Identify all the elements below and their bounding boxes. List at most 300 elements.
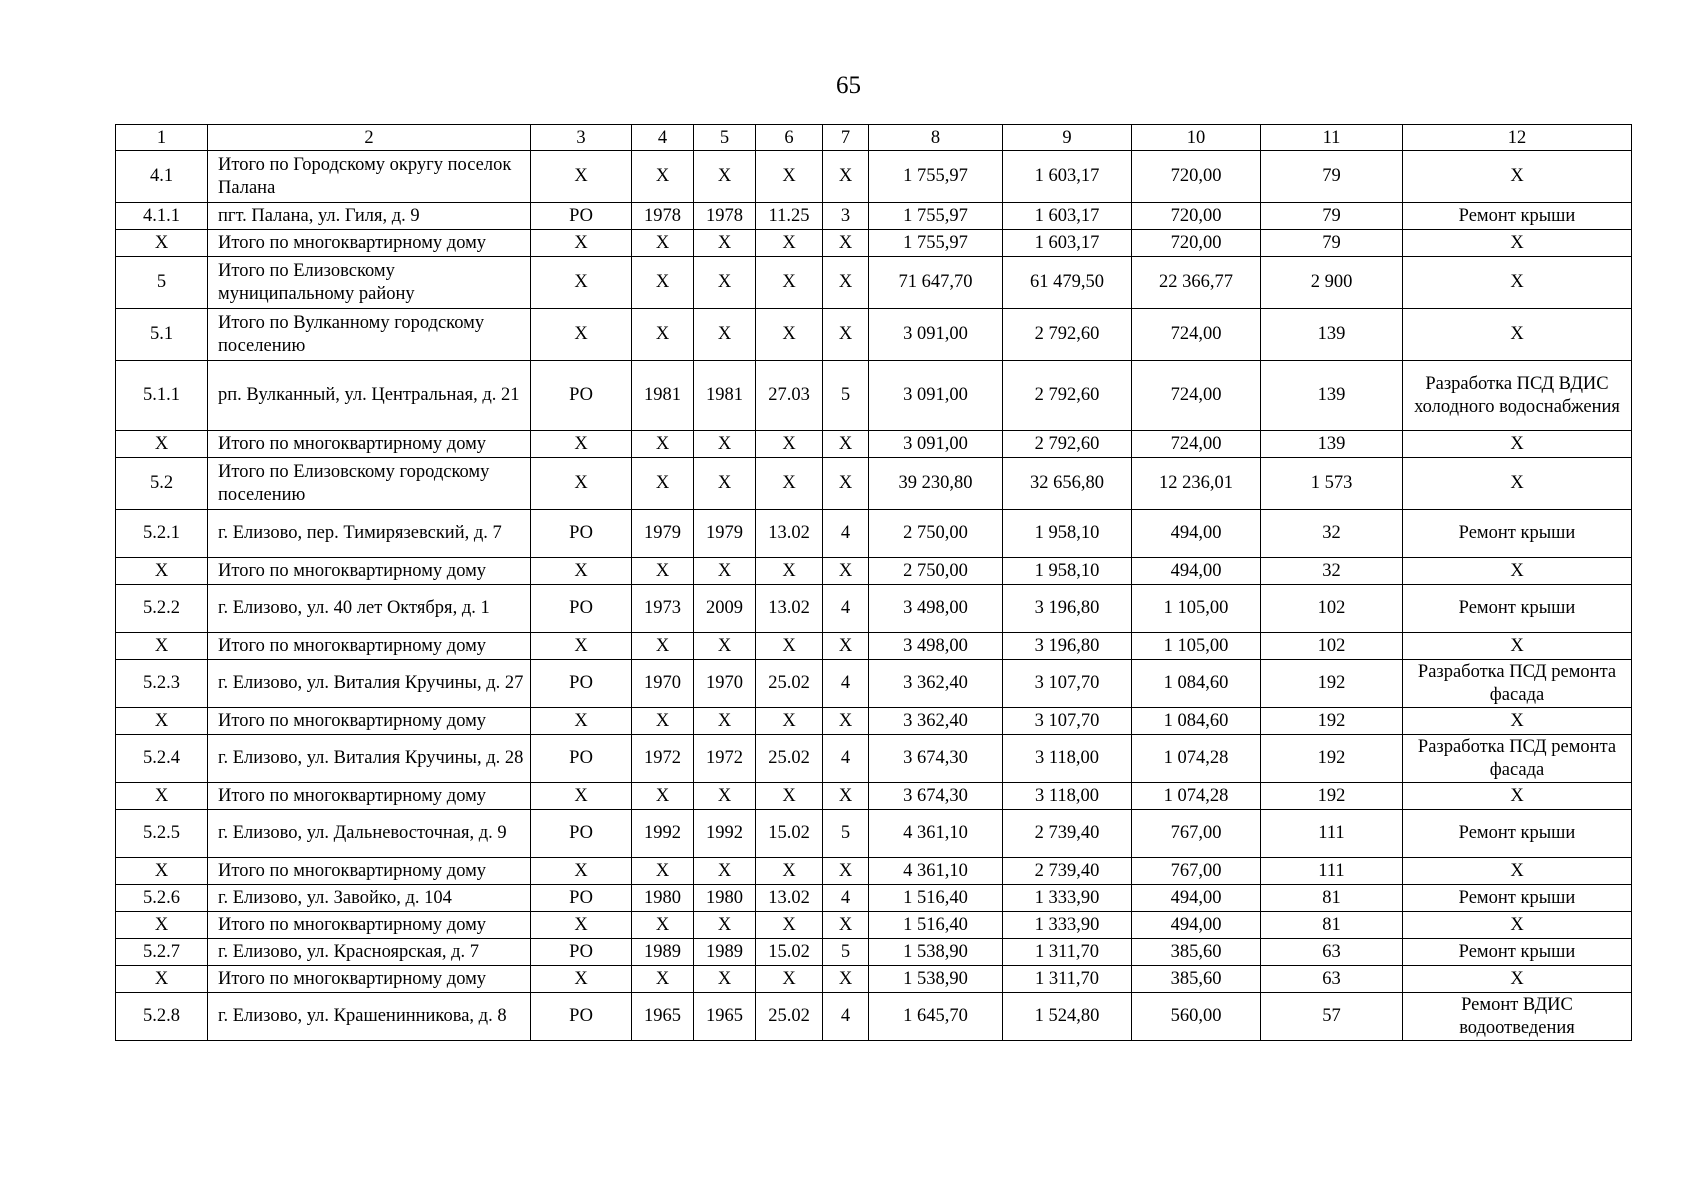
floors-cell: 5	[823, 361, 869, 431]
total-area-cell: 3 091,00	[869, 431, 1003, 458]
floors-cell: 4	[823, 735, 869, 783]
residents-cell: 79	[1261, 151, 1403, 203]
living-area-cell: 1 524,80	[1003, 993, 1132, 1041]
residents-cell: 32	[1261, 558, 1403, 585]
floors-cell: X	[823, 431, 869, 458]
living-area-cell: 32 656,80	[1003, 458, 1132, 510]
column-number-cell: 4	[632, 125, 694, 151]
date-cell: X	[756, 858, 823, 885]
column-number-cell: 7	[823, 125, 869, 151]
living-area-cell: 2 739,40	[1003, 858, 1132, 885]
year-reconstructed-cell: X	[694, 458, 756, 510]
residents-cell: 63	[1261, 966, 1403, 993]
year-reconstructed-cell: 2009	[694, 585, 756, 633]
total-area-cell: 1 538,90	[869, 966, 1003, 993]
residents-cell: 192	[1261, 783, 1403, 810]
address-cell: Итого по многоквартирному дому	[208, 783, 531, 810]
total-area-cell: 71 647,70	[869, 257, 1003, 309]
table-row	[116, 858, 1632, 885]
date-cell: X	[756, 708, 823, 735]
address-cell: г. Елизово, ул. Дальневосточная, д. 9	[208, 810, 531, 858]
living-area-cell: 3 107,70	[1003, 660, 1132, 708]
table-row	[116, 708, 1632, 735]
ownership-cell: РО	[531, 993, 632, 1041]
table-row	[116, 203, 1632, 230]
address-cell: Итого по многоквартирному дому	[208, 912, 531, 939]
date-cell: 15.02	[756, 810, 823, 858]
year-reconstructed-cell: X	[694, 708, 756, 735]
area-cell: 1 074,28	[1132, 735, 1261, 783]
area-cell: 22 366,77	[1132, 257, 1261, 309]
total-area-cell: 1 538,90	[869, 939, 1003, 966]
row-number-cell: 5.2.1	[116, 510, 208, 558]
year-built-cell: X	[632, 151, 694, 203]
address-cell: Итого по Елизовскому муниципальному району	[208, 257, 531, 309]
floors-cell: 5	[823, 810, 869, 858]
work-type-cell: X	[1403, 966, 1632, 993]
address-cell: г. Елизово, ул. Виталия Кручины, д. 27	[208, 660, 531, 708]
ownership-cell: РО	[531, 885, 632, 912]
date-cell: 27.03	[756, 361, 823, 431]
total-area-cell: 3 498,00	[869, 585, 1003, 633]
ownership-cell: X	[531, 783, 632, 810]
work-type-cell: Ремонт крыши	[1403, 810, 1632, 858]
row-number-cell: 4.1	[116, 151, 208, 203]
living-area-cell: 1 958,10	[1003, 510, 1132, 558]
table-row	[116, 966, 1632, 993]
residents-cell: 192	[1261, 660, 1403, 708]
floors-cell: 4	[823, 510, 869, 558]
year-built-cell: 1989	[632, 939, 694, 966]
year-built-cell: X	[632, 309, 694, 361]
area-cell: 720,00	[1132, 151, 1261, 203]
date-cell: 13.02	[756, 585, 823, 633]
ownership-cell: РО	[531, 735, 632, 783]
year-built-cell: 1992	[632, 810, 694, 858]
table-row	[116, 783, 1632, 810]
total-area-cell: 3 091,00	[869, 309, 1003, 361]
row-number-cell: X	[116, 633, 208, 660]
residents-cell: 102	[1261, 585, 1403, 633]
floors-cell: X	[823, 966, 869, 993]
area-cell: 560,00	[1132, 993, 1261, 1041]
year-built-cell: X	[632, 431, 694, 458]
area-cell: 767,00	[1132, 858, 1261, 885]
date-cell: X	[756, 966, 823, 993]
work-type-cell: X	[1403, 431, 1632, 458]
year-reconstructed-cell: 1970	[694, 660, 756, 708]
row-number-cell: 5.2.3	[116, 660, 208, 708]
row-number-cell: X	[116, 230, 208, 257]
year-reconstructed-cell: X	[694, 558, 756, 585]
date-cell: 11.25	[756, 203, 823, 230]
table-row	[116, 633, 1632, 660]
year-reconstructed-cell: 1979	[694, 510, 756, 558]
total-area-cell: 3 674,30	[869, 783, 1003, 810]
row-number-cell: 4.1.1	[116, 203, 208, 230]
living-area-cell: 1 311,70	[1003, 939, 1132, 966]
year-built-cell: X	[632, 912, 694, 939]
year-reconstructed-cell: 1978	[694, 203, 756, 230]
area-cell: 767,00	[1132, 810, 1261, 858]
year-reconstructed-cell: X	[694, 633, 756, 660]
year-built-cell: X	[632, 633, 694, 660]
year-built-cell: X	[632, 858, 694, 885]
living-area-cell: 3 107,70	[1003, 708, 1132, 735]
date-cell: 13.02	[756, 885, 823, 912]
address-cell: г. Елизово, ул. Завойко, д. 104	[208, 885, 531, 912]
date-cell: X	[756, 633, 823, 660]
floors-cell: 4	[823, 993, 869, 1041]
column-number-row	[116, 125, 1632, 151]
living-area-cell: 2 739,40	[1003, 810, 1132, 858]
living-area-cell: 1 311,70	[1003, 966, 1132, 993]
area-cell: 720,00	[1132, 203, 1261, 230]
floors-cell: X	[823, 151, 869, 203]
address-cell: Итого по многоквартирному дому	[208, 230, 531, 257]
date-cell: 13.02	[756, 510, 823, 558]
total-area-cell: 3 091,00	[869, 361, 1003, 431]
address-cell: г. Елизово, ул. Красноярская, д. 7	[208, 939, 531, 966]
date-cell: X	[756, 431, 823, 458]
floors-cell: X	[823, 783, 869, 810]
living-area-cell: 3 196,80	[1003, 633, 1132, 660]
table-row	[116, 735, 1632, 783]
ownership-cell: РО	[531, 361, 632, 431]
year-reconstructed-cell: X	[694, 966, 756, 993]
area-cell: 385,60	[1132, 966, 1261, 993]
work-type-cell: Ремонт крыши	[1403, 939, 1632, 966]
work-type-cell: X	[1403, 230, 1632, 257]
table-row	[116, 993, 1632, 1041]
year-reconstructed-cell: 1980	[694, 885, 756, 912]
total-area-cell: 1 645,70	[869, 993, 1003, 1041]
address-cell: Итого по многоквартирному дому	[208, 966, 531, 993]
total-area-cell: 3 674,30	[869, 735, 1003, 783]
address-cell: Итого по многоквартирному дому	[208, 633, 531, 660]
table-row	[116, 230, 1632, 257]
area-cell: 385,60	[1132, 939, 1261, 966]
ownership-cell: РО	[531, 810, 632, 858]
total-area-cell: 1 516,40	[869, 885, 1003, 912]
year-reconstructed-cell: X	[694, 783, 756, 810]
year-built-cell: 1979	[632, 510, 694, 558]
year-reconstructed-cell: X	[694, 431, 756, 458]
year-built-cell: X	[632, 257, 694, 309]
column-number-cell: 3	[531, 125, 632, 151]
residents-cell: 139	[1261, 309, 1403, 361]
living-area-cell: 1 333,90	[1003, 885, 1132, 912]
row-number-cell: 5.2.7	[116, 939, 208, 966]
residents-cell: 79	[1261, 203, 1403, 230]
row-number-cell: X	[116, 558, 208, 585]
residents-cell: 81	[1261, 885, 1403, 912]
work-type-cell: X	[1403, 257, 1632, 309]
row-number-cell: X	[116, 966, 208, 993]
work-type-cell: Ремонт крыши	[1403, 585, 1632, 633]
ownership-cell: X	[531, 309, 632, 361]
row-number-cell: 5.1	[116, 309, 208, 361]
living-area-cell: 1 333,90	[1003, 912, 1132, 939]
work-type-cell: X	[1403, 558, 1632, 585]
floors-cell: X	[823, 633, 869, 660]
year-reconstructed-cell: 1989	[694, 939, 756, 966]
address-cell: г. Елизово, ул. Крашенинникова, д. 8	[208, 993, 531, 1041]
total-area-cell: 1 755,97	[869, 230, 1003, 257]
living-area-cell: 2 792,60	[1003, 361, 1132, 431]
residents-cell: 102	[1261, 633, 1403, 660]
residents-cell: 192	[1261, 735, 1403, 783]
table-row	[116, 810, 1632, 858]
address-cell: Итого по многоквартирному дому	[208, 558, 531, 585]
total-area-cell: 1 755,97	[869, 203, 1003, 230]
ownership-cell: X	[531, 858, 632, 885]
row-number-cell: 5.2.8	[116, 993, 208, 1041]
year-reconstructed-cell: 1992	[694, 810, 756, 858]
living-area-cell: 1 958,10	[1003, 558, 1132, 585]
total-area-cell: 2 750,00	[869, 558, 1003, 585]
area-cell: 724,00	[1132, 361, 1261, 431]
year-built-cell: 1965	[632, 993, 694, 1041]
column-number-cell: 1	[116, 125, 208, 151]
column-number-cell: 5	[694, 125, 756, 151]
date-cell: X	[756, 257, 823, 309]
page-number: 65	[836, 72, 861, 99]
row-number-cell: X	[116, 708, 208, 735]
table-row	[116, 257, 1632, 309]
year-built-cell: 1972	[632, 735, 694, 783]
table-row	[116, 458, 1632, 510]
row-number-cell: 5.1.1	[116, 361, 208, 431]
floors-cell: 3	[823, 203, 869, 230]
residents-cell: 139	[1261, 431, 1403, 458]
work-type-cell: Ремонт ВДИС водоотведения	[1403, 993, 1632, 1041]
floors-cell: 4	[823, 885, 869, 912]
date-cell: X	[756, 230, 823, 257]
date-cell: 25.02	[756, 660, 823, 708]
table-row	[116, 309, 1632, 361]
ownership-cell: РО	[531, 660, 632, 708]
year-built-cell: 1973	[632, 585, 694, 633]
column-number-cell: 2	[208, 125, 531, 151]
date-cell: X	[756, 309, 823, 361]
row-number-cell: X	[116, 431, 208, 458]
area-cell: 724,00	[1132, 431, 1261, 458]
year-reconstructed-cell: 1972	[694, 735, 756, 783]
floors-cell: X	[823, 558, 869, 585]
address-cell: Итого по многоквартирному дому	[208, 708, 531, 735]
row-number-cell: X	[116, 783, 208, 810]
work-type-cell: Разработка ПСД ремонта фасада	[1403, 660, 1632, 708]
floors-cell: X	[823, 858, 869, 885]
work-type-cell: Разработка ПСД ремонта фасада	[1403, 735, 1632, 783]
total-area-cell: 2 750,00	[869, 510, 1003, 558]
total-area-cell: 1 516,40	[869, 912, 1003, 939]
year-built-cell: X	[632, 783, 694, 810]
year-reconstructed-cell: 1965	[694, 993, 756, 1041]
residents-cell: 111	[1261, 858, 1403, 885]
area-cell: 724,00	[1132, 309, 1261, 361]
year-reconstructed-cell: 1981	[694, 361, 756, 431]
ownership-cell: X	[531, 431, 632, 458]
floors-cell: X	[823, 912, 869, 939]
year-built-cell: 1980	[632, 885, 694, 912]
living-area-cell: 3 118,00	[1003, 735, 1132, 783]
column-number-cell: 9	[1003, 125, 1132, 151]
work-type-cell: Ремонт крыши	[1403, 510, 1632, 558]
ownership-cell: X	[531, 966, 632, 993]
work-type-cell: Ремонт крыши	[1403, 885, 1632, 912]
total-area-cell: 39 230,80	[869, 458, 1003, 510]
area-cell: 1 105,00	[1132, 585, 1261, 633]
ownership-cell: X	[531, 230, 632, 257]
living-area-cell: 61 479,50	[1003, 257, 1132, 309]
year-built-cell: 1978	[632, 203, 694, 230]
table-row	[116, 431, 1632, 458]
total-area-cell: 3 498,00	[869, 633, 1003, 660]
area-cell: 1 105,00	[1132, 633, 1261, 660]
year-built-cell: X	[632, 230, 694, 257]
floors-cell: 4	[823, 585, 869, 633]
floors-cell: X	[823, 257, 869, 309]
year-reconstructed-cell: X	[694, 230, 756, 257]
table-row	[116, 151, 1632, 203]
living-area-cell: 3 196,80	[1003, 585, 1132, 633]
work-type-cell: X	[1403, 783, 1632, 810]
address-cell: Итого по Городскому округу поселок Палана	[208, 151, 531, 203]
year-reconstructed-cell: X	[694, 151, 756, 203]
column-number-cell: 6	[756, 125, 823, 151]
address-cell: рп. Вулканный, ул. Центральная, д. 21	[208, 361, 531, 431]
area-cell: 494,00	[1132, 885, 1261, 912]
address-cell: г. Елизово, ул. 40 лет Октября, д. 1	[208, 585, 531, 633]
year-built-cell: X	[632, 708, 694, 735]
residents-cell: 2 900	[1261, 257, 1403, 309]
row-number-cell: X	[116, 912, 208, 939]
column-number-cell: 11	[1261, 125, 1403, 151]
date-cell: X	[756, 912, 823, 939]
work-type-cell: X	[1403, 912, 1632, 939]
row-number-cell: X	[116, 858, 208, 885]
work-type-cell: X	[1403, 858, 1632, 885]
date-cell: X	[756, 558, 823, 585]
table-row	[116, 885, 1632, 912]
date-cell: 25.02	[756, 993, 823, 1041]
date-cell: X	[756, 458, 823, 510]
residents-cell: 139	[1261, 361, 1403, 431]
area-cell: 12 236,01	[1132, 458, 1261, 510]
residents-cell: 32	[1261, 510, 1403, 558]
work-type-cell: X	[1403, 309, 1632, 361]
floors-cell: X	[823, 708, 869, 735]
ownership-cell: X	[531, 257, 632, 309]
work-type-cell: X	[1403, 151, 1632, 203]
residents-cell: 81	[1261, 912, 1403, 939]
column-number-cell: 12	[1403, 125, 1632, 151]
row-number-cell: 5.2.4	[116, 735, 208, 783]
ownership-cell: X	[531, 458, 632, 510]
year-reconstructed-cell: X	[694, 309, 756, 361]
area-cell: 1 084,60	[1132, 708, 1261, 735]
year-built-cell: 1970	[632, 660, 694, 708]
row-number-cell: 5.2	[116, 458, 208, 510]
area-cell: 1 074,28	[1132, 783, 1261, 810]
column-number-cell: 10	[1132, 125, 1261, 151]
table-row	[116, 912, 1632, 939]
address-cell: Итого по Вулканному городскому поселению	[208, 309, 531, 361]
residents-cell: 57	[1261, 993, 1403, 1041]
ownership-cell: РО	[531, 939, 632, 966]
ownership-cell: РО	[531, 203, 632, 230]
area-cell: 494,00	[1132, 912, 1261, 939]
ownership-cell: X	[531, 912, 632, 939]
living-area-cell: 3 118,00	[1003, 783, 1132, 810]
area-cell: 494,00	[1132, 558, 1261, 585]
living-area-cell: 2 792,60	[1003, 309, 1132, 361]
year-built-cell: X	[632, 458, 694, 510]
table-row	[116, 660, 1632, 708]
row-number-cell: 5	[116, 257, 208, 309]
table-row	[116, 361, 1632, 431]
address-cell: Итого по многоквартирному дому	[208, 431, 531, 458]
date-cell: 25.02	[756, 735, 823, 783]
residents-cell: 63	[1261, 939, 1403, 966]
living-area-cell: 1 603,17	[1003, 230, 1132, 257]
row-number-cell: 5.2.6	[116, 885, 208, 912]
residents-cell: 111	[1261, 810, 1403, 858]
year-reconstructed-cell: X	[694, 257, 756, 309]
floors-cell: 5	[823, 939, 869, 966]
living-area-cell: 1 603,17	[1003, 151, 1132, 203]
address-cell: Итого по многоквартирному дому	[208, 858, 531, 885]
table-row	[116, 585, 1632, 633]
residents-cell: 1 573	[1261, 458, 1403, 510]
address-cell: Итого по Елизовскому городскому поселению	[208, 458, 531, 510]
ownership-cell: X	[531, 558, 632, 585]
address-cell: пгт. Палана, ул. Гиля, д. 9	[208, 203, 531, 230]
floors-cell: X	[823, 458, 869, 510]
ownership-cell: РО	[531, 510, 632, 558]
date-cell: 15.02	[756, 939, 823, 966]
total-area-cell: 4 361,10	[869, 858, 1003, 885]
year-reconstructed-cell: X	[694, 858, 756, 885]
year-built-cell: X	[632, 558, 694, 585]
area-cell: 494,00	[1132, 510, 1261, 558]
repair-program-table	[115, 124, 1632, 1041]
residents-cell: 192	[1261, 708, 1403, 735]
total-area-cell: 3 362,40	[869, 708, 1003, 735]
work-type-cell: X	[1403, 458, 1632, 510]
table-row	[116, 939, 1632, 966]
table-row	[116, 510, 1632, 558]
ownership-cell: X	[531, 633, 632, 660]
work-type-cell: X	[1403, 708, 1632, 735]
address-cell: г. Елизово, пер. Тимирязевский, д. 7	[208, 510, 531, 558]
year-built-cell: X	[632, 966, 694, 993]
work-type-cell: Разработка ПСД ВДИС холодного водоснабжения	[1403, 361, 1632, 431]
date-cell: X	[756, 151, 823, 203]
floors-cell: 4	[823, 660, 869, 708]
living-area-cell: 2 792,60	[1003, 431, 1132, 458]
total-area-cell: 1 755,97	[869, 151, 1003, 203]
year-reconstructed-cell: X	[694, 912, 756, 939]
work-type-cell: X	[1403, 633, 1632, 660]
total-area-cell: 3 362,40	[869, 660, 1003, 708]
floors-cell: X	[823, 309, 869, 361]
residents-cell: 79	[1261, 230, 1403, 257]
living-area-cell: 1 603,17	[1003, 203, 1132, 230]
area-cell: 1 084,60	[1132, 660, 1261, 708]
